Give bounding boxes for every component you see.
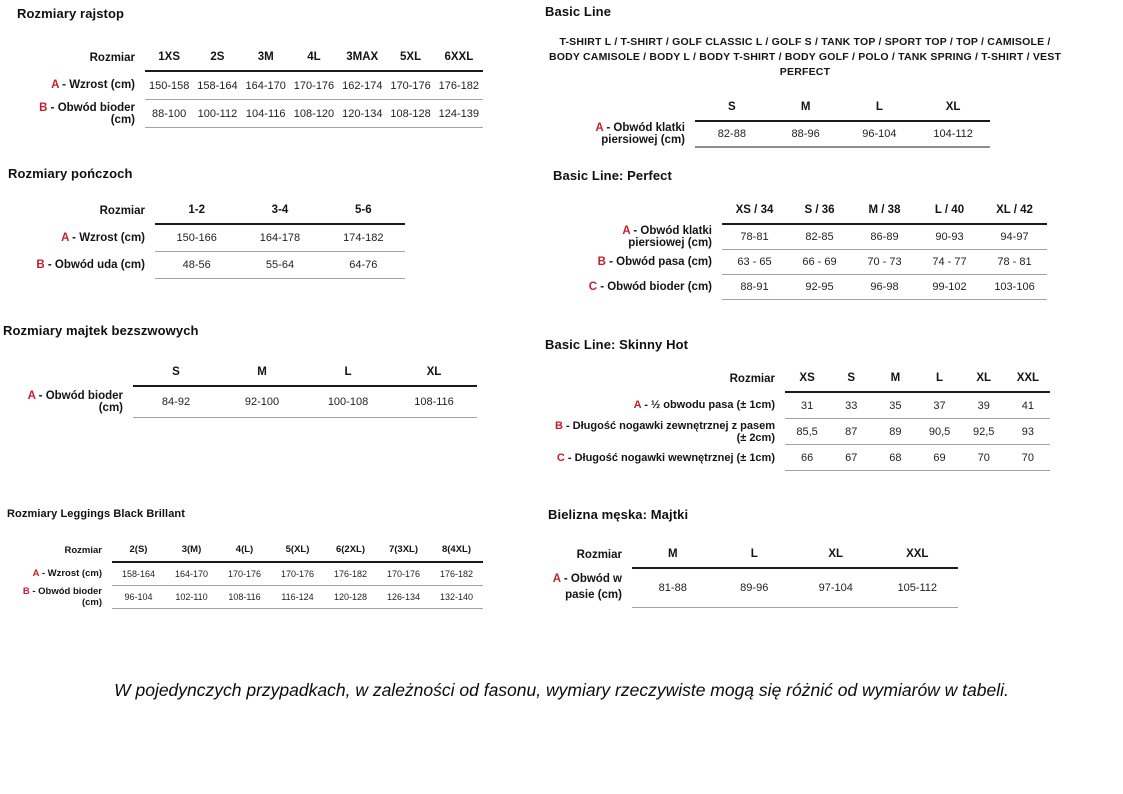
size-row-header-label xyxy=(3,366,133,386)
row-key-letter: A xyxy=(595,121,604,134)
column-header: S / 36 xyxy=(787,204,852,224)
basic-line-skinny-hot-table xyxy=(545,372,1050,471)
row-key-letter: A xyxy=(61,231,69,244)
section-title: Basic Line: Skinny Hot xyxy=(545,337,689,352)
cell-value: 87 xyxy=(829,419,873,445)
row-key-letter: A xyxy=(622,224,631,237)
column-header: 4(L) xyxy=(218,544,271,562)
section-basic-line-perfect xyxy=(553,168,1047,300)
cell-value: 176-182 xyxy=(324,562,377,586)
row-label: B - Obwód bioder (cm) xyxy=(22,586,102,608)
row-key-letter: B xyxy=(597,256,606,268)
section-tights-sizes xyxy=(17,6,483,128)
cell-value: 92-95 xyxy=(787,275,852,300)
cell-value: 55-64 xyxy=(238,252,321,279)
cell-value: 162-174 xyxy=(338,71,386,100)
cell-value: 150-166 xyxy=(155,224,238,252)
section-seamless-panties-sizes xyxy=(3,323,477,418)
cell-value: 88-100 xyxy=(145,100,193,128)
column-header: S xyxy=(133,366,219,386)
cell-value: 104-112 xyxy=(916,121,990,147)
leggings-table xyxy=(7,544,483,609)
table-row xyxy=(570,275,1047,300)
cell-value: 170-176 xyxy=(290,71,338,100)
cell-value: 35 xyxy=(873,392,917,419)
disclaimer-note: W pojedynczych przypadkach, w zależności od fasonu, wymiary rzeczywiste mogą się różnić od wymiarów w tabeli. xyxy=(114,680,1009,700)
table-row xyxy=(545,121,990,147)
cell-value: 86-89 xyxy=(852,224,917,250)
cell-value: 88-96 xyxy=(769,121,843,147)
cell-value: 174-182 xyxy=(322,224,405,252)
basic-line-perfect-table xyxy=(570,204,1047,300)
cell-value: 176-182 xyxy=(435,71,483,100)
table-row xyxy=(8,252,405,279)
cell-value: 41 xyxy=(1006,392,1050,419)
row-label: B - Obwód bioder (cm) xyxy=(39,101,135,126)
column-header: 2S xyxy=(193,51,241,71)
cell-value: 96-98 xyxy=(852,275,917,300)
cell-value: 90-93 xyxy=(917,224,982,250)
column-header: M xyxy=(873,372,917,392)
cell-value: 70 - 73 xyxy=(852,250,917,275)
column-header: L xyxy=(917,372,961,392)
cell-value: 108-120 xyxy=(290,100,338,128)
row-label: B - Obwód pasa (cm) xyxy=(597,256,712,268)
column-header: 3-4 xyxy=(238,204,321,224)
cell-value: 74 - 77 xyxy=(917,250,982,275)
cell-value: 90,5 xyxy=(917,419,961,445)
cell-value: 100-112 xyxy=(193,100,241,128)
cell-value: 170-176 xyxy=(271,562,324,586)
column-header: 3MAX xyxy=(338,51,386,71)
column-header: 7(3XL) xyxy=(377,544,430,562)
leggings-size-table-container xyxy=(7,544,483,609)
column-header: L xyxy=(305,366,391,386)
cell-value: 158-164 xyxy=(193,71,241,100)
cell-value: 78-81 xyxy=(722,224,787,250)
row-label: B - Obwód uda (cm) xyxy=(36,259,145,271)
cell-value: 164-170 xyxy=(165,562,218,586)
majtki-bezszwowe-table xyxy=(3,366,477,418)
table-row xyxy=(7,586,483,609)
column-header: M / 38 xyxy=(852,204,917,224)
cell-value: 126-134 xyxy=(377,586,430,609)
basic-line-table xyxy=(545,101,990,148)
table-row xyxy=(545,392,1050,419)
cell-value: 78 - 81 xyxy=(982,250,1047,275)
seamless-panties-size-table-container xyxy=(3,366,477,418)
cell-value: 48-56 xyxy=(155,252,238,279)
table-row xyxy=(17,100,483,128)
column-header: 3(M) xyxy=(165,544,218,562)
row-label: A - Wzrost (cm) xyxy=(51,79,135,92)
skinny-hot-size-table-container xyxy=(545,372,1050,471)
cell-value: 70 xyxy=(1006,445,1050,471)
cell-value: 63 - 65 xyxy=(722,250,787,275)
column-header: 4L xyxy=(290,51,338,71)
cell-value: 93 xyxy=(1006,419,1050,445)
section-title: Basic Line xyxy=(545,4,612,19)
cell-value: 70 xyxy=(962,445,1006,471)
row-key-letter: B xyxy=(554,419,563,432)
row-label: C - Obwód bioder (cm) xyxy=(588,281,712,293)
cell-value: 37 xyxy=(917,392,961,419)
column-header: 6XXL xyxy=(435,51,483,71)
column-header: L xyxy=(843,101,917,121)
table-row xyxy=(570,224,1047,250)
column-header: 3M xyxy=(242,51,290,71)
column-header: XS / 34 xyxy=(722,204,787,224)
column-header: XS xyxy=(785,372,829,392)
column-header: XL xyxy=(916,101,990,121)
cell-value: 108-116 xyxy=(391,386,477,418)
cell-value: 66 - 69 xyxy=(787,250,852,275)
column-header: XXL xyxy=(1006,372,1050,392)
column-header: 1XS xyxy=(145,51,193,71)
cell-value: 120-134 xyxy=(338,100,386,128)
column-header: M xyxy=(769,101,843,121)
column-header: 1-2 xyxy=(155,204,238,224)
cell-value: 84-92 xyxy=(133,386,219,418)
cell-value: 132-140 xyxy=(430,586,483,609)
cell-value: 66 xyxy=(785,445,829,471)
row-key-letter: B xyxy=(39,101,48,114)
cell-value: 104-116 xyxy=(242,100,290,128)
cell-value: 120-128 xyxy=(324,586,377,609)
section-basic-line-skinny-hot xyxy=(545,337,1050,471)
cell-value: 103-106 xyxy=(982,275,1047,300)
cell-value: 94-97 xyxy=(982,224,1047,250)
section-title: Rozmiary Leggings Black Brillant xyxy=(7,508,186,520)
size-row-header-label xyxy=(545,101,695,121)
column-header: 5-6 xyxy=(322,204,405,224)
size-row-header-label: Rozmiar xyxy=(576,549,622,561)
section-title: Rozmiary majtek bezszwowych xyxy=(3,323,199,338)
cell-value: 102-110 xyxy=(165,586,218,609)
section-title: Basic Line: Perfect xyxy=(553,168,672,183)
table-row xyxy=(545,419,1050,445)
perfect-size-table-container xyxy=(553,204,1047,300)
cell-value: 124-139 xyxy=(435,100,483,128)
cell-value: 92,5 xyxy=(962,419,1006,445)
cell-value: 82-85 xyxy=(787,224,852,250)
cell-value: 96-104 xyxy=(112,586,165,609)
table-row xyxy=(570,250,1047,275)
section-title: Rozmiary rajstop xyxy=(17,6,125,21)
column-header: L xyxy=(714,548,796,568)
row-key-letter: C xyxy=(556,451,565,464)
section-basic-line xyxy=(545,4,1065,148)
column-header: 5XL xyxy=(386,51,434,71)
section-stockings-sizes xyxy=(8,166,405,279)
cell-value: 108-128 xyxy=(386,100,434,128)
column-header: XL xyxy=(962,372,1006,392)
cell-value: 39 xyxy=(962,392,1006,419)
column-header: XL xyxy=(391,366,477,386)
cell-value: 97-104 xyxy=(795,568,877,608)
column-header: XL xyxy=(795,548,877,568)
cell-value: 176-182 xyxy=(430,562,483,586)
cell-value: 170-176 xyxy=(377,562,430,586)
cell-value: 85,5 xyxy=(785,419,829,445)
cell-value: 89-96 xyxy=(714,568,796,608)
basic-line-product-list: T-SHIRT L / T-SHIRT / GOLF CLASSIC L / GOLF S / TANK TOP / SPORT TOP / TOP / CAMISOLE / BODY CAMISOLE / BODY L / BODY T-SHIRT / BODY GOLF / POLO / TANK SPRING / T-SHIRT / VEST PERFECT xyxy=(548,36,1062,79)
row-label: A - Obwód bioder (cm) xyxy=(27,389,123,414)
cell-value: 31 xyxy=(785,392,829,419)
section-title: Bielizna męska: Majtki xyxy=(548,507,689,522)
cell-value: 64-76 xyxy=(322,252,405,279)
row-key-letter: A xyxy=(552,573,561,586)
cell-value: 164-178 xyxy=(238,224,321,252)
cell-value: 68 xyxy=(873,445,917,471)
column-header: 5(XL) xyxy=(271,544,324,562)
cell-value: 69 xyxy=(917,445,961,471)
table-row xyxy=(8,224,405,252)
row-label: A - Wzrost (cm) xyxy=(32,568,102,580)
section-mens-underwear xyxy=(548,507,958,608)
tights-size-table-container xyxy=(17,51,483,128)
cell-value: 89 xyxy=(873,419,917,445)
cell-value: 170-176 xyxy=(218,562,271,586)
table-row xyxy=(17,71,483,100)
mens-underwear-size-table-container xyxy=(548,548,958,608)
cell-value: 105-112 xyxy=(877,568,959,608)
bielizna-meska-table xyxy=(548,548,958,608)
table-row xyxy=(3,386,477,418)
size-row-header-label xyxy=(570,204,722,224)
column-header: XXL xyxy=(877,548,959,568)
row-key-letter: A xyxy=(32,568,40,580)
size-row-header-label: Rozmiar xyxy=(99,205,145,217)
column-header: S xyxy=(829,372,873,392)
cell-value: 170-176 xyxy=(386,71,434,100)
row-label: A - Obwód klatki piersiowej (cm) xyxy=(622,224,712,249)
cell-value: 158-164 xyxy=(112,562,165,586)
column-header: 8(4XL) xyxy=(430,544,483,562)
column-header: M xyxy=(632,548,714,568)
ponczochy-table xyxy=(8,204,405,279)
section-leggings-sizes xyxy=(7,508,483,609)
section-title: Rozmiary pończoch xyxy=(8,166,133,181)
row-label: B - Długość nogawki zewnętrznej z pasem (± 2cm) xyxy=(554,419,775,444)
cell-value: 33 xyxy=(829,392,873,419)
column-header: M xyxy=(219,366,305,386)
cell-value: 100-108 xyxy=(305,386,391,418)
row-key-letter: C xyxy=(588,281,597,293)
column-header: S xyxy=(695,101,769,121)
table-row xyxy=(545,445,1050,471)
table-row xyxy=(7,562,483,586)
row-label: A - Obwód klatki piersiowej (cm) xyxy=(595,121,685,146)
row-label: C - Długość nogawki wewnętrznej (± 1cm) xyxy=(556,451,775,464)
row-key-letter: B xyxy=(36,259,45,271)
row-label: A - ½ obwodu pasa (± 1cm) xyxy=(633,399,775,412)
table-row xyxy=(548,568,958,608)
cell-value: 99-102 xyxy=(917,275,982,300)
cell-value: 108-116 xyxy=(218,586,271,609)
cell-value: 116-124 xyxy=(271,586,324,609)
size-row-header-label: Rozmiar xyxy=(89,52,135,64)
cell-value: 164-170 xyxy=(242,71,290,100)
cell-value: 88-91 xyxy=(722,275,787,300)
row-key-letter: A xyxy=(51,79,59,92)
column-header: XL / 42 xyxy=(982,204,1047,224)
cell-value: 150-158 xyxy=(145,71,193,100)
row-label: A - Obwód w pasie (cm) xyxy=(552,573,622,601)
column-header: 2(S) xyxy=(112,544,165,562)
column-header: 6(2XL) xyxy=(324,544,377,562)
cell-value: 81-88 xyxy=(632,568,714,608)
row-key-letter: A xyxy=(27,389,36,402)
rajstop-table xyxy=(17,51,483,128)
size-row-header-label: Rozmiar xyxy=(729,373,775,385)
basic-line-size-table-container xyxy=(545,101,1065,148)
column-header: L / 40 xyxy=(917,204,982,224)
row-key-letter: A xyxy=(633,399,642,412)
row-label: A - Wzrost (cm) xyxy=(61,231,145,244)
cell-value: 92-100 xyxy=(219,386,305,418)
size-row-header-label: Rozmiar xyxy=(64,545,102,556)
cell-value: 96-104 xyxy=(843,121,917,147)
cell-value: 82-88 xyxy=(695,121,769,147)
stockings-size-table-container xyxy=(8,204,405,279)
row-key-letter: B xyxy=(22,586,30,597)
cell-value: 67 xyxy=(829,445,873,471)
